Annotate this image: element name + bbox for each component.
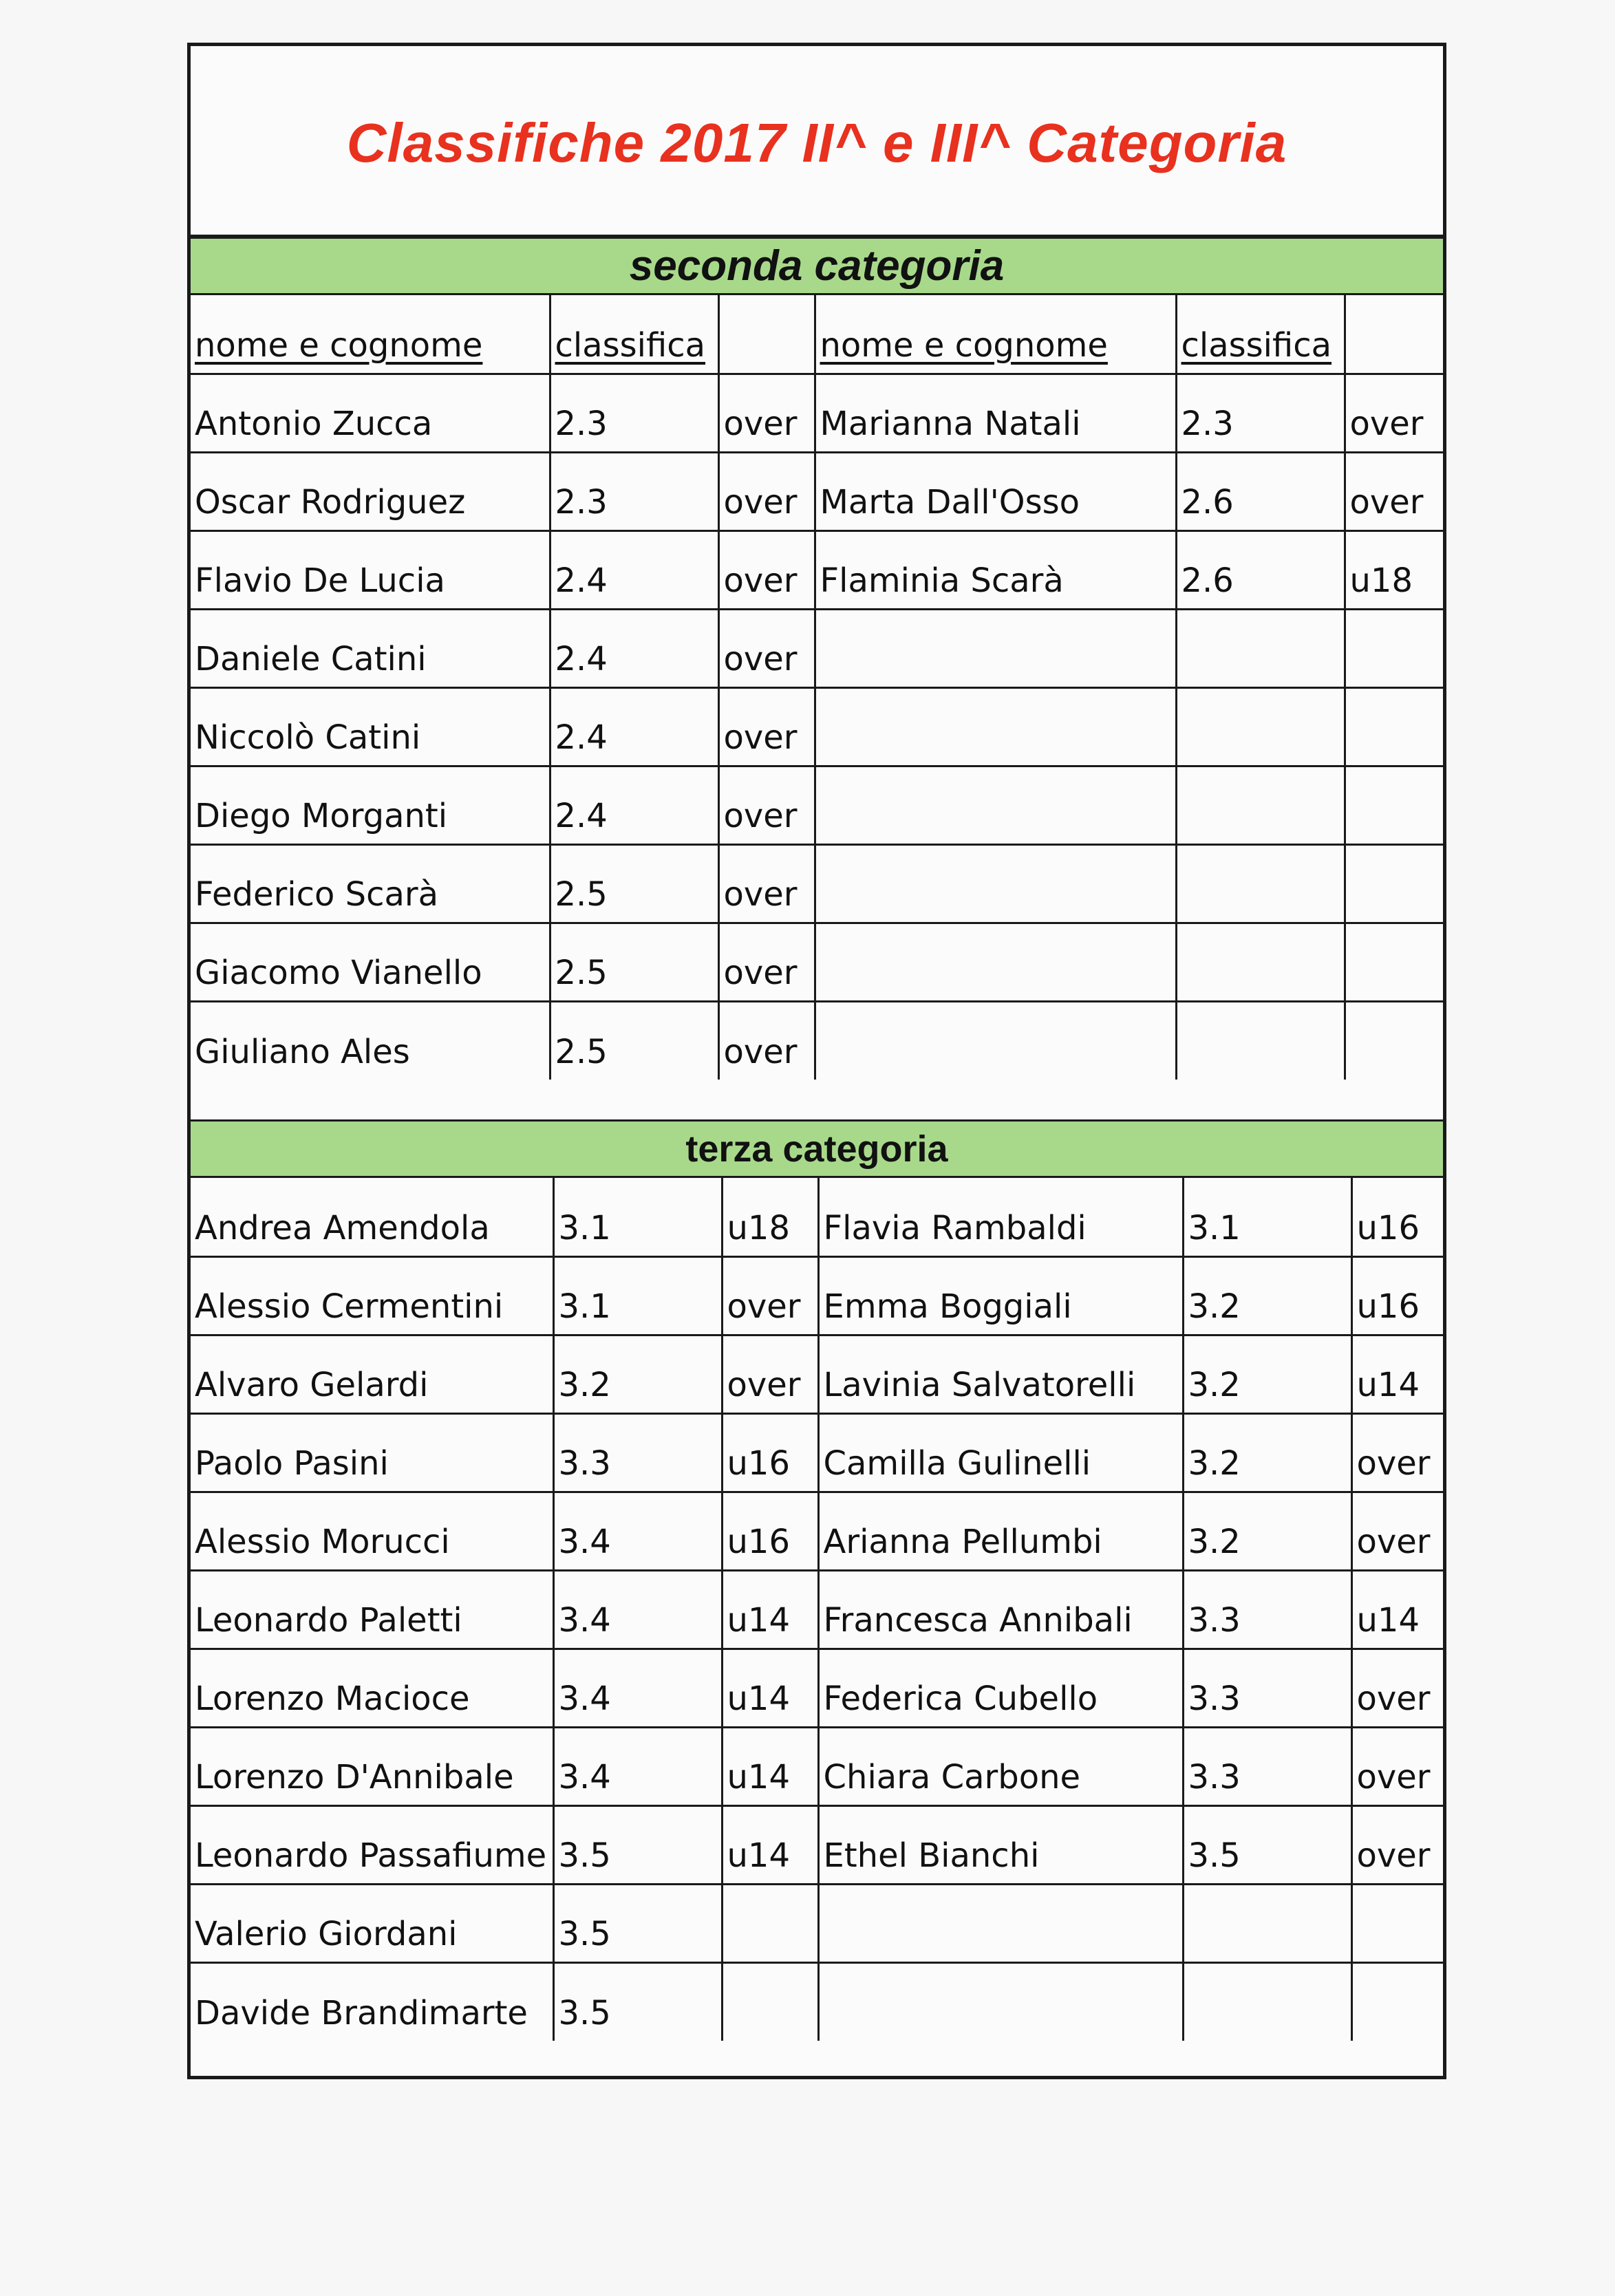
player-name-right: Lavinia Salvatorelli [818,1335,1183,1413]
column-header-rank-right: classifica [1176,295,1345,374]
player-age-left: u14 [722,1805,818,1884]
player-age-right: over [1351,1492,1444,1570]
table-row [191,1492,1444,1570]
player-name-right: Ethel Bianchi [818,1805,1183,1884]
player-rank-right: 3.2 [1183,1413,1351,1492]
player-age-right: u18 [1345,530,1444,609]
player-name-right [815,609,1176,687]
table-row [191,1884,1444,1962]
column-header-name-right: nome e cognome [815,295,1176,374]
table-row [191,452,1444,530]
player-name-left: Leonardo Paletti [191,1570,553,1649]
player-age-right: over [1351,1649,1444,1727]
player-name-right: Marta Dall'Osso [815,452,1176,530]
player-name-left: Lorenzo Macioce [191,1649,553,1727]
player-age-left: over [718,766,815,844]
player-rank-right: 3.2 [1183,1335,1351,1413]
player-name-right [815,687,1176,766]
player-name-left: Leonardo Passafiume [191,1805,553,1884]
player-name-left: Valerio Giordani [191,1884,553,1962]
table-row [191,766,1444,844]
table-row [191,1805,1444,1884]
table-row [191,1649,1444,1727]
player-name-right: Emma Boggiali [818,1256,1183,1335]
table-row [191,923,1444,1001]
player-name-left: Davide Brandimarte [191,1962,553,2041]
table-row [191,530,1444,609]
table-row [191,1962,1444,2041]
player-name-left: Diego Morganti [191,766,550,844]
player-rank-right: 3.2 [1183,1256,1351,1335]
player-age-left: over [718,374,815,452]
player-rank-right: 3.3 [1183,1570,1351,1649]
player-rank-left: 2.5 [550,1001,718,1080]
player-age-left: over [718,452,815,530]
player-name-right: Camilla Gulinelli [818,1413,1183,1492]
player-age-left: over [722,1256,818,1335]
player-age-right [1345,923,1444,1001]
table-row [191,374,1444,452]
player-age-right [1351,1884,1444,1962]
table-row [191,1727,1444,1805]
player-age-left [722,1962,818,2041]
player-name-left: Giacomo Vianello [191,923,550,1001]
player-rank-left: 3.4 [553,1649,722,1727]
player-rank-right [1176,687,1345,766]
player-rank-left: 2.4 [550,687,718,766]
table-row [191,1178,1444,1256]
column-header-age-right [1345,295,1444,374]
page-title: Classifiche 2017 II^ e III^ Categoria [346,112,1287,173]
table-row [191,687,1444,766]
player-rank-right [1183,1962,1351,2041]
table-seconda-categoria [191,295,1444,1080]
player-name-left: Oscar Rodriguez [191,452,550,530]
player-name-left: Niccolò Catini [191,687,550,766]
player-rank-left: 3.4 [553,1492,722,1570]
player-age-right: u16 [1351,1256,1444,1335]
player-age-left: over [722,1335,818,1413]
rankings-sheet [187,43,1446,2079]
player-name-right [815,1001,1176,1080]
player-name-right [818,1962,1183,2041]
player-age-left: u16 [722,1492,818,1570]
player-age-right [1345,844,1444,923]
player-rank-right: 3.5 [1183,1805,1351,1884]
player-age-right [1345,766,1444,844]
player-age-right: u14 [1351,1570,1444,1649]
player-age-right: u14 [1351,1335,1444,1413]
player-rank-right [1176,1001,1345,1080]
player-age-left: over [718,687,815,766]
player-age-left: u14 [722,1570,818,1649]
player-rank-left: 3.3 [553,1413,722,1492]
player-name-right: Flaminia Scarà [815,530,1176,609]
player-age-right [1345,609,1444,687]
column-header-rank-left: classifica [550,295,718,374]
table-row [191,1001,1444,1080]
player-name-right: Chiara Carbone [818,1727,1183,1805]
table-row [191,844,1444,923]
player-name-left: Alessio Morucci [191,1492,553,1570]
player-name-right: Marianna Natali [815,374,1176,452]
player-rank-right [1183,1884,1351,1962]
player-age-left [722,1884,818,1962]
player-rank-left: 2.5 [550,923,718,1001]
player-name-right [815,923,1176,1001]
player-name-left: Antonio Zucca [191,374,550,452]
player-rank-right: 2.6 [1176,452,1345,530]
table-row [191,609,1444,687]
column-header-name-left: nome e cognome [191,295,550,374]
player-name-left: Alvaro Gelardi [191,1335,553,1413]
player-rank-left: 2.4 [550,530,718,609]
table-row [191,1570,1444,1649]
player-name-left: Lorenzo D'Annibale [191,1727,553,1805]
player-rank-right: 2.3 [1176,374,1345,452]
player-name-left: Giuliano Ales [191,1001,550,1080]
player-age-left: over [718,844,815,923]
player-rank-left: 2.3 [550,374,718,452]
player-age-right [1345,1001,1444,1080]
player-rank-left: 3.1 [553,1178,722,1256]
player-rank-right: 3.3 [1183,1727,1351,1805]
player-rank-right: 3.1 [1183,1178,1351,1256]
player-name-right [815,844,1176,923]
table-header-row [191,295,1444,374]
player-rank-right: 3.2 [1183,1492,1351,1570]
player-age-left: over [718,609,815,687]
player-age-right: over [1351,1413,1444,1492]
player-age-left: u14 [722,1727,818,1805]
player-rank-left: 2.5 [550,844,718,923]
player-name-right: Federica Cubello [818,1649,1183,1727]
table-row [191,1413,1444,1492]
player-name-left: Paolo Pasini [191,1413,553,1492]
player-rank-left: 3.1 [553,1256,722,1335]
player-name-right: Flavia Rambaldi [818,1178,1183,1256]
player-name-right: Arianna Pellumbi [818,1492,1183,1570]
player-age-right: over [1351,1727,1444,1805]
title-area [191,46,1443,237]
player-age-right: over [1351,1805,1444,1884]
column-header-age-left [718,295,815,374]
player-rank-left: 3.5 [553,1884,722,1962]
player-rank-left: 3.4 [553,1570,722,1649]
player-rank-left: 2.4 [550,609,718,687]
player-rank-left: 3.2 [553,1335,722,1413]
player-age-right: u16 [1351,1178,1444,1256]
player-rank-right [1176,844,1345,923]
player-rank-right [1176,766,1345,844]
table-row [191,1335,1444,1413]
player-rank-left: 2.4 [550,766,718,844]
player-age-left: u18 [722,1178,818,1256]
player-rank-left: 3.5 [553,1805,722,1884]
player-name-right [818,1884,1183,1962]
player-age-left: u16 [722,1413,818,1492]
player-name-left: Federico Scarà [191,844,550,923]
player-age-right [1345,687,1444,766]
player-rank-right: 3.3 [1183,1649,1351,1727]
player-rank-left: 3.4 [553,1727,722,1805]
player-rank-right: 2.6 [1176,530,1345,609]
section-header-seconda: seconda categoria [191,237,1443,295]
player-rank-left: 2.3 [550,452,718,530]
player-name-left: Flavio De Lucia [191,530,550,609]
section-header-terza: terza categoria [191,1119,1443,1178]
player-name-left: Andrea Amendola [191,1178,553,1256]
player-name-left: Alessio Cermentini [191,1256,553,1335]
player-name-left: Daniele Catini [191,609,550,687]
player-age-right [1351,1962,1444,2041]
player-age-left: over [718,530,815,609]
player-name-right: Francesca Annibali [818,1570,1183,1649]
player-age-left: over [718,923,815,1001]
player-age-right: over [1345,374,1444,452]
player-rank-right [1176,923,1345,1001]
player-rank-right [1176,609,1345,687]
player-name-right [815,766,1176,844]
table-row [191,1256,1444,1335]
table-terza-categoria [191,1178,1444,2041]
player-rank-left: 3.5 [553,1962,722,2041]
player-age-right: over [1345,452,1444,530]
player-age-left: u14 [722,1649,818,1727]
player-age-left: over [718,1001,815,1080]
